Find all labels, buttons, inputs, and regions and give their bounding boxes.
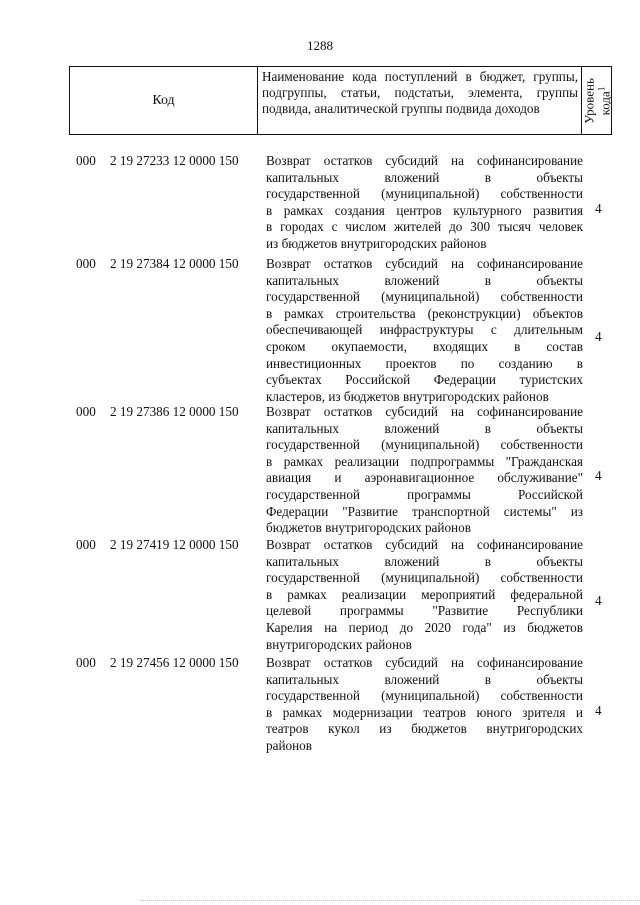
header-level-label	[582, 78, 611, 124]
row-income-code: 2 19 27386 12 0000 150	[110, 404, 239, 419]
row-description-line: Возврат остатков субсидий на софинансирование	[266, 256, 583, 271]
row-description-line: государственной (муниципальной) собственности	[266, 289, 583, 305]
row-description-line: государственной (муниципальной) собственности	[266, 186, 583, 202]
row-description-line: обеспечивающей инфраструктуры с длительным	[266, 322, 583, 338]
row-description-line: бюджетов внутригородских районов	[266, 520, 471, 536]
row-income-code: 2 19 27419 12 0000 150	[110, 537, 239, 552]
row-description-line: капитальных вложений в объекты	[266, 169, 583, 185]
row-income-code: 2 19 27384 12 0000 150	[110, 256, 239, 271]
row-description-line: Возврат остатков субсидий на софинансирование	[266, 404, 583, 419]
row-description-line: инвестиционных проектов по созданию в	[266, 355, 583, 371]
row-description-line: в городах с числом жителей до 300 тысяч человек	[266, 219, 583, 235]
row-description-line: театров кукол из бюджетов внутригородских	[266, 721, 583, 737]
row-description-line: в рамках реализации подпрограммы "Гражданская	[266, 453, 583, 469]
row-description-line: государственной (муниципальной) собственности	[266, 688, 583, 704]
row-description	[266, 404, 583, 537]
row-description-line: Возврат остатков субсидий на софинансирование	[266, 537, 583, 552]
row-description-line: из бюджетов внутригородских районов	[266, 235, 487, 251]
header-level-line2	[595, 78, 611, 124]
row-description-line: капитальных вложений в объекты	[266, 671, 583, 687]
row-description-line: районов	[266, 737, 312, 753]
row-level: 4	[595, 593, 602, 608]
row-description-line: Федерации "Развитие транспортной системы" из	[266, 503, 583, 519]
row-level: 4	[595, 703, 602, 718]
row-income-code: 2 19 27233 12 0000 150	[110, 153, 239, 168]
row-admin-code: 000	[76, 537, 96, 552]
row-description	[266, 537, 583, 653]
row-description-line: субъектах Российской Федерации туристских	[266, 372, 583, 388]
row-description-line: кластеров, из бюджетов внутригородских районов	[266, 388, 549, 404]
row-description-line: в рамках модернизации театров юного зрителя и	[266, 704, 583, 720]
row-description-line: внутригородских районов	[266, 636, 412, 652]
row-description	[266, 153, 583, 253]
page-bottom-edge	[140, 900, 640, 901]
header-level-footnote: 1	[595, 86, 606, 91]
row-level: 4	[595, 329, 602, 344]
page-number: 1288	[307, 38, 333, 53]
row-admin-code: 000	[76, 256, 96, 271]
row-level: 4	[595, 201, 602, 216]
row-description-line: капитальных вложений в объекты	[266, 553, 583, 569]
row-description-line: Карелия на период до 2020 года" из бюджетов	[266, 619, 583, 635]
row-description-line: государственной программы Российской	[266, 486, 583, 502]
row-admin-code: 000	[76, 153, 96, 168]
row-description-line: сроком окупаемости, входящих в состав	[266, 338, 583, 354]
header-level-line1: Уровень	[580, 77, 596, 124]
row-description-line: в рамках создания центров культурного развития	[266, 202, 583, 218]
row-description	[266, 256, 583, 405]
row-description-line: в рамках строительства (реконструкции) объектов	[266, 305, 583, 321]
row-description-line: авиация и аэронавигационное обслуживание"	[266, 470, 583, 486]
row-admin-code: 000	[76, 655, 96, 670]
header-name-cell: Наименование кода поступлений в бюджет, группы, подгруппы, статьи, подстатьи, элемента, группы подвида, аналитической группы подвида доходов	[258, 67, 582, 134]
row-income-code: 2 19 27456 12 0000 150	[110, 655, 239, 670]
header-level-line2-text: кода	[597, 90, 613, 115]
table-header	[69, 66, 612, 135]
row-description-line: Возврат остатков субсидий на софинансирование	[266, 153, 583, 168]
row-description-line: в рамках реализации мероприятий федеральной	[266, 586, 583, 602]
row-level: 4	[595, 468, 602, 483]
header-level-cell	[582, 67, 611, 134]
row-description-line: капитальных вложений в объекты	[266, 420, 583, 436]
row-admin-code: 000	[76, 404, 96, 419]
row-description-line: целевой программы "Развитие Республики	[266, 603, 583, 619]
row-description-line: государственной (муниципальной) собственности	[266, 437, 583, 453]
row-description-line: Возврат остатков субсидий на софинансирование	[266, 655, 583, 670]
row-description	[266, 655, 583, 755]
header-code-cell: Код	[70, 67, 258, 134]
row-description-line: государственной (муниципальной) собственности	[266, 570, 583, 586]
row-description-line: капитальных вложений в объекты	[266, 272, 583, 288]
